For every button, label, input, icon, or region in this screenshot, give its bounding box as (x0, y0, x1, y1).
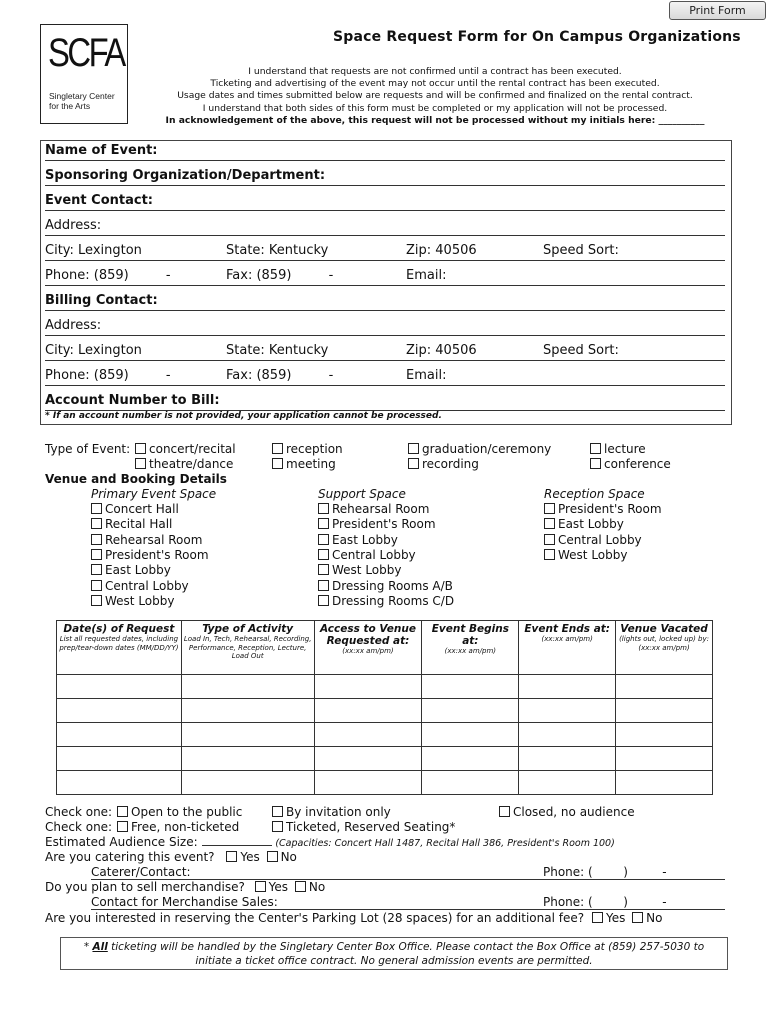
header-access: Access to Venue Requested at: (xx:xx am/pm) (314, 621, 422, 675)
primary-space-title: Primary Event Space (91, 487, 217, 501)
checkbox[interactable] (255, 881, 266, 892)
checkbox[interactable] (592, 912, 603, 923)
checkbox[interactable] (318, 564, 329, 575)
checkbox[interactable] (267, 851, 278, 862)
venue-heading: Venue and Booking Details (45, 472, 227, 486)
ticketing-notice: * All ticketing will be handled by the Singletary Center Box Office. Please contact the Box Office at (859) 257-5030 to initiate a ticket office contract. No general admission events are permitted. (60, 937, 728, 970)
checkbox[interactable] (272, 821, 283, 832)
support-east-lobby[interactable]: East Lobby (318, 533, 398, 547)
checkbox[interactable] (91, 534, 102, 545)
header-ends: Event Ends at: (xx:xx am/pm) (519, 621, 616, 675)
parking-row: Are you interested in reserving the Center's Parking Lot (28 spaces) for an additional fee? Yes No (45, 911, 663, 925)
check-one-label-2: Check one: (45, 820, 113, 834)
checkbox[interactable] (544, 549, 555, 560)
checkbox[interactable] (632, 912, 643, 923)
table-row[interactable] (57, 747, 713, 771)
checkbox[interactable] (544, 518, 555, 529)
catering-row: Are you catering this event? Yes No (45, 850, 297, 864)
checkbox[interactable] (135, 443, 146, 454)
checkbox[interactable] (226, 851, 237, 862)
billing-phone-row[interactable]: Phone: (859) - Fax: (859) - Email: (45, 367, 725, 386)
checkbox[interactable] (91, 564, 102, 575)
support-space-title: Support Space (318, 487, 406, 501)
option-conference[interactable]: conference (590, 457, 671, 471)
option-lecture[interactable]: lecture (590, 442, 646, 456)
checkbox[interactable] (117, 806, 128, 817)
event-city-row[interactable]: City: Lexington State: Kentucky Zip: 40506 Speed Sort: (45, 242, 725, 261)
merchandise-row: Do you plan to sell merchandise? Yes No (45, 880, 326, 894)
request-table (56, 620, 713, 795)
checkbox[interactable] (91, 549, 102, 560)
checkbox[interactable] (408, 458, 419, 469)
reception-west-lobby[interactable]: West Lobby (544, 548, 627, 562)
primary-concert-hall[interactable]: Concert Hall (91, 502, 179, 516)
header-vacated: Venue Vacated (lights out, locked up) by: (xx:xx am/pm) (616, 621, 713, 675)
reception-east-lobby[interactable]: East Lobby (544, 517, 624, 531)
option-theatre-dance[interactable]: theatre/dance (135, 457, 233, 471)
checkbox[interactable] (272, 806, 283, 817)
billing-contact-field[interactable]: Billing Contact: (45, 292, 725, 311)
billing-address-field[interactable]: Address: (45, 317, 725, 336)
scfa-logo (40, 24, 128, 124)
checkbox[interactable] (318, 595, 329, 606)
header-dates: Date(s) of Request List all requested dates, including prep/tear-down dates (MM/DD/YY) (57, 621, 182, 675)
primary-presidents-room[interactable]: President's Room (91, 548, 209, 562)
checkbox[interactable] (590, 443, 601, 454)
table-row[interactable] (57, 771, 713, 795)
option-meeting[interactable]: meeting (272, 457, 336, 471)
support-presidents-room[interactable]: President's Room (318, 517, 436, 531)
print-form-button[interactable]: Print Form (669, 1, 766, 20)
merch-contact-field[interactable]: Contact for Merchandise Sales: Phone: ( ) - (91, 895, 725, 910)
checkbox[interactable] (272, 458, 283, 469)
checkbox[interactable] (135, 458, 146, 469)
option-free-non-ticketed[interactable]: Free, non-ticketed (117, 820, 239, 834)
option-recording[interactable]: recording (408, 457, 479, 471)
checkbox[interactable] (91, 580, 102, 591)
primary-west-lobby[interactable]: West Lobby (91, 594, 174, 608)
event-contact-field[interactable]: Event Contact: (45, 192, 725, 211)
name-of-event-field[interactable]: Name of Event: (45, 142, 725, 161)
catering-yes[interactable]: Yes (226, 850, 259, 864)
checkbox[interactable] (117, 821, 128, 832)
option-graduation[interactable]: graduation/ceremony (408, 442, 551, 456)
check-one-label-1: Check one: (45, 805, 113, 819)
caterer-contact-field[interactable]: Caterer/Contact: Phone: ( ) - (91, 865, 725, 880)
table-row[interactable] (57, 723, 713, 747)
initials-statement[interactable]: In acknowledgement of the above, this request will not be processed without my initials here: __________ (165, 114, 705, 126)
option-invitation-only[interactable]: By invitation only (272, 805, 391, 819)
primary-central-lobby[interactable]: Central Lobby (91, 579, 189, 593)
type-of-event-label: Type of Event: (45, 442, 131, 456)
account-note: * If an account number is not provided, your application cannot be processed. (45, 411, 442, 421)
primary-recital-hall[interactable]: Recital Hall (91, 517, 172, 531)
checkbox[interactable] (318, 518, 329, 529)
checkbox[interactable] (544, 534, 555, 545)
billing-city-row[interactable]: City: Lexington State: Kentucky Zip: 40506 Speed Sort: (45, 342, 725, 361)
audience-size-row: Estimated Audience Size: (Capacities: Concert Hall 1487, Recital Hall 386, President's Room 100) (45, 835, 615, 849)
terms-block: I understand that requests are not confirmed until a contract has been executed. Ticketing and advertising of the event may not occur until the rental contract has been executed. Usage dates and times submitted below are requests and will be confirmed and finalized on the rental contract. I understand that both sides of this form must be completed or my application will not be processed. In acknowledgement of the above, this request will not be processed without my initials here: __________ (150, 66, 720, 127)
checkbox[interactable] (590, 458, 601, 469)
table-header-row (57, 621, 713, 675)
checkbox[interactable] (295, 881, 306, 892)
checkbox[interactable] (91, 503, 102, 514)
event-phone-row[interactable]: Phone: (859) - Fax: (859) - Email: (45, 267, 725, 286)
support-dressing-ab[interactable]: Dressing Rooms A/B (318, 579, 453, 593)
checkbox[interactable] (318, 534, 329, 545)
option-closed-no-audience[interactable]: Closed, no audience (499, 805, 635, 819)
option-reception[interactable]: reception (272, 442, 343, 456)
parking-no[interactable]: No (632, 911, 662, 925)
option-open-public[interactable]: Open to the public (117, 805, 242, 819)
catering-no[interactable]: No (267, 850, 297, 864)
table-row[interactable] (57, 699, 713, 723)
checkbox[interactable] (272, 443, 283, 454)
page-title: Space Request Form for On Campus Organizations (333, 29, 741, 45)
audience-size-input[interactable] (202, 835, 272, 846)
event-address-field[interactable]: Address: (45, 217, 725, 236)
option-concert-recital[interactable]: concert/recital (135, 442, 236, 456)
support-west-lobby[interactable]: West Lobby (318, 563, 401, 577)
checkbox[interactable] (91, 595, 102, 606)
sponsoring-org-field[interactable]: Sponsoring Organization/Department: (45, 167, 725, 186)
table-row[interactable] (57, 675, 713, 699)
parking-yes[interactable]: Yes (592, 911, 625, 925)
merch-no[interactable]: No (295, 880, 325, 894)
header-begins: Event Begins at: (xx:xx am/pm) (422, 621, 519, 675)
reception-space-title: Reception Space (544, 487, 645, 501)
checkbox[interactable] (544, 503, 555, 514)
checkbox[interactable] (408, 443, 419, 454)
primary-rehearsal-room[interactable]: Rehearsal Room (91, 533, 202, 547)
reception-presidents-room[interactable]: President's Room (544, 502, 662, 516)
checkbox[interactable] (318, 503, 329, 514)
merch-yes[interactable]: Yes (255, 880, 288, 894)
reception-central-lobby[interactable]: Central Lobby (544, 533, 642, 547)
support-dressing-cd[interactable]: Dressing Rooms C/D (318, 594, 454, 608)
logo-letters: SCFA (48, 31, 124, 75)
checkbox[interactable] (318, 580, 329, 591)
checkbox[interactable] (318, 549, 329, 560)
support-rehearsal-room[interactable]: Rehearsal Room (318, 502, 429, 516)
header-activity: Type of Activity Load In, Tech, Rehearsal, Recording, Performance, Reception, Lecture, Load Out (181, 621, 314, 675)
account-number-field[interactable]: Account Number to Bill: (45, 392, 725, 411)
checkbox[interactable] (91, 518, 102, 529)
logo-caption: Singletary Center for the Arts (49, 91, 115, 111)
support-central-lobby[interactable]: Central Lobby (318, 548, 416, 562)
option-ticketed-reserved[interactable]: Ticketed, Reserved Seating* (272, 820, 455, 834)
primary-east-lobby[interactable]: East Lobby (91, 563, 171, 577)
checkbox[interactable] (499, 806, 510, 817)
